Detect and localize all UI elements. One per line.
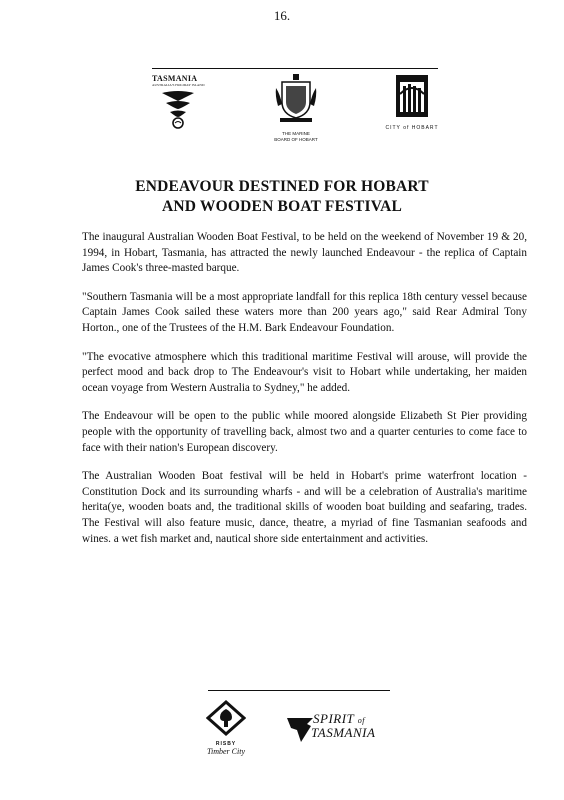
- spirit-logo-line2: TASMANIA: [311, 725, 376, 740]
- city-of-hobart-logo: [382, 74, 442, 138]
- paragraph: "The evocative atmosphere which this traditional maritime Festival will arouse, will provide the perfect mood and back drop to The Endeavour's visit to Hobart while undertaking, her maiden ocean voyage from Western Australia to Sydney," he added.: [82, 350, 527, 394]
- marine-board-logo: [268, 72, 324, 144]
- tasmania-logo-label: TASMANIA: [152, 74, 198, 83]
- tasmania-logo-subtitle: AUSTRALIA'S HOLIDAY ISLAND: [152, 83, 205, 87]
- paragraph: "Southern Tasmania will be a most appropriate landfall for this replica 18th century vessel because Captain James Cook sailed these waters more than 200 years ago," said Rear Admiral Tony Horton., one of the Trustees of the H.M. Bark Endeavour Foundation.: [82, 290, 527, 334]
- top-divider: [152, 68, 438, 69]
- paragraph: The inaugural Australian Wooden Boat Festival, to be held on the weekend of November 19 & 20, 1994, in Hobart, Tasmania, has attracted the newly launched Endeavour - the replica of Captain James Cook's three-masted barque.: [82, 231, 527, 275]
- marine-board-caption-line2: BOARD OF HOBART: [274, 136, 318, 142]
- risby-logo: [200, 700, 252, 764]
- spirit-word: SPIRIT: [313, 711, 355, 726]
- spirit-of-word: of: [357, 716, 366, 725]
- risby-caption: RISBY: [215, 741, 237, 747]
- paragraph: The Endeavour will be open to the public while moored alongside Elizabeth St Pier providing people with the opportunity of travelling back, almost two and a quarter centuries to come face to face with their nation's European discovery.: [82, 410, 527, 454]
- article-body: [82, 230, 527, 560]
- risby-signature: Timber City: [206, 747, 245, 756]
- headline-line-1: ENDEAVOUR DESTINED FOR HOBART: [135, 178, 429, 195]
- coat-of-arms-icon: [274, 72, 318, 126]
- spirit-of-tasmania-logo: [285, 712, 405, 752]
- city-of-hobart-caption: CITY of HOBART: [385, 125, 439, 131]
- bottom-divider: [208, 690, 390, 691]
- risby-emblem-icon: [206, 700, 246, 736]
- thylacine-emblem-icon: [158, 87, 198, 131]
- marine-board-caption-line1: THE MARINE: [282, 131, 310, 136]
- tasmania-logo: [152, 74, 208, 138]
- city-of-hobart-emblem-icon: [395, 74, 429, 118]
- headline-line-2: AND WOODEN BOAT FESTIVAL: [161, 198, 403, 215]
- article-headline: [0, 177, 564, 217]
- page-number: 16.: [273, 8, 291, 23]
- paragraph: The Australian Wooden Boat festival will be held in Hobart's prime waterfront location - Constitution Dock and its surrounding wharfs - and will be a celebration of Australia's maritime herita(ye, wooden boats and, the traditional skills of wooden boat building and seafaring, trades. The Festival will also feature music, dance, theatre, a myriad of fine Tasmanian seafoods and wines. a wet fish market and, nautical shore side entertainment and activities.: [82, 470, 527, 545]
